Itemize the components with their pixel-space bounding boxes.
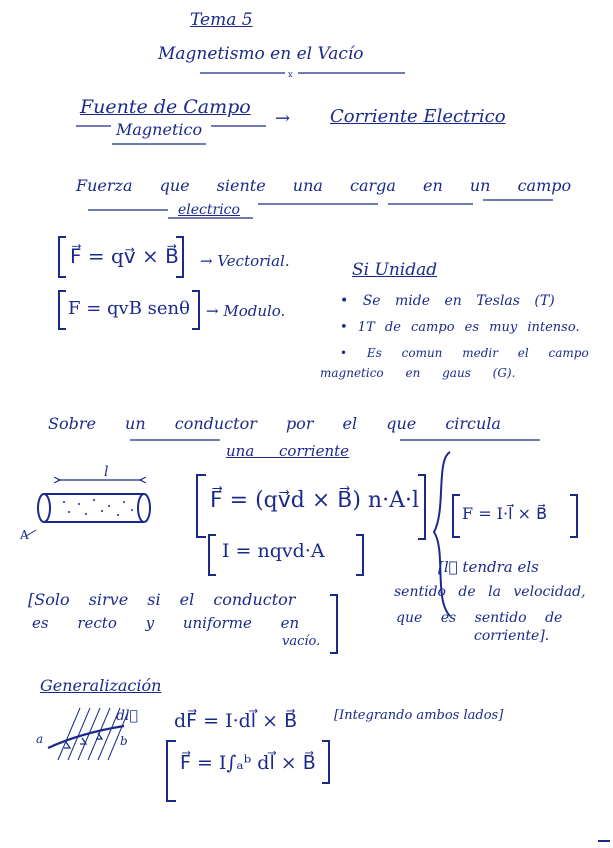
integration-note: [Integrando ambos lados] xyxy=(334,708,504,723)
si-unit-bullet-2: • 1T de campo es muy intenso. xyxy=(340,320,580,335)
page-subtitle: Magnetismo en el Vacío xyxy=(158,44,364,64)
module-formula-bracket xyxy=(58,290,66,330)
conductor-line2: una corriente xyxy=(226,442,350,460)
integral-bracket xyxy=(166,740,176,802)
conductor-current-bracket-right xyxy=(356,534,364,576)
force-def-line2: electrico xyxy=(178,202,240,218)
vector-formula-note: → Vectorial. xyxy=(200,252,290,270)
l-note-2: sentido de la velocidad, xyxy=(394,584,586,600)
differential-formula: dF⃗ = I·dl⃗ × B⃗ xyxy=(174,710,298,732)
conductor-diagram xyxy=(24,464,164,544)
l-note-3: que es sentido de xyxy=(396,610,563,626)
module-formula-note: → Modulo. xyxy=(206,302,286,320)
conductor-result-bracket xyxy=(452,494,460,538)
page-title: Tema 5 xyxy=(190,10,253,30)
conductor-underline xyxy=(130,436,550,446)
label-a: a xyxy=(36,732,44,746)
conductor-current-bracket xyxy=(208,534,216,576)
conductor-force-bracket xyxy=(196,474,206,538)
integral-bracket-right xyxy=(322,740,330,784)
source-left-line1: Fuente de Campo xyxy=(80,96,251,118)
svg-text:x: x xyxy=(288,70,293,79)
si-unit-bullet-1: • Se mide en Teslas (T) xyxy=(340,293,555,309)
si-unit-heading: Si Unidad xyxy=(352,260,438,280)
condition-bracket-right xyxy=(330,594,338,654)
conductor-result-formula: F = I·l⃗ × B⃗ xyxy=(462,504,548,523)
condition-2: es recto y uniforme en xyxy=(32,614,300,632)
vector-formula: F⃗ = qv⃗ × B⃗ xyxy=(70,244,179,268)
generalization-heading: Generalización xyxy=(40,676,162,695)
area-label: A xyxy=(20,528,29,542)
si-unit-bullet-3a: • Es comun medir el campo xyxy=(340,346,589,360)
force-def-line1: Fuerza que siente una carga en un campo xyxy=(76,176,572,195)
source-left-underline xyxy=(76,122,271,148)
vector-formula-bracket xyxy=(58,236,66,278)
source-right: Corriente Electrico xyxy=(330,106,506,127)
source-left-line2: Magnetico xyxy=(116,120,203,139)
subtitle-underline xyxy=(200,70,410,80)
force-def-underline xyxy=(88,196,558,222)
conductor-force-formula: F⃗ = (qv⃗d × B⃗) n·A·l xyxy=(210,488,420,513)
source-arrow: → xyxy=(275,108,291,129)
l-note-1: [l⃗ tendra els xyxy=(438,558,539,576)
module-formula: F = qvB senθ xyxy=(68,298,190,319)
condition-3: vacío. xyxy=(282,634,321,649)
conductor-force-bracket-right xyxy=(418,474,426,540)
label-b: b xyxy=(120,734,128,748)
label-dl: dl⃗ xyxy=(116,708,138,724)
l-note-4: corriente]. xyxy=(474,628,550,644)
integral-formula: F⃗ = I∫ₐᵇ dl⃗ × B⃗ xyxy=(180,752,316,774)
conductor-result-bracket-right xyxy=(570,494,578,538)
si-unit-bullet-3b: magnetico en gaus (G). xyxy=(320,366,516,380)
conductor-current-formula: I = nqvd·A xyxy=(222,540,325,562)
conductor-line1: Sobre un conductor por el que circula xyxy=(48,414,501,433)
page-corner-mark xyxy=(598,840,610,842)
condition-1: [Solo sirve si el conductor xyxy=(28,590,296,609)
length-label: l xyxy=(104,464,109,480)
module-formula-bracket-right xyxy=(192,290,200,330)
